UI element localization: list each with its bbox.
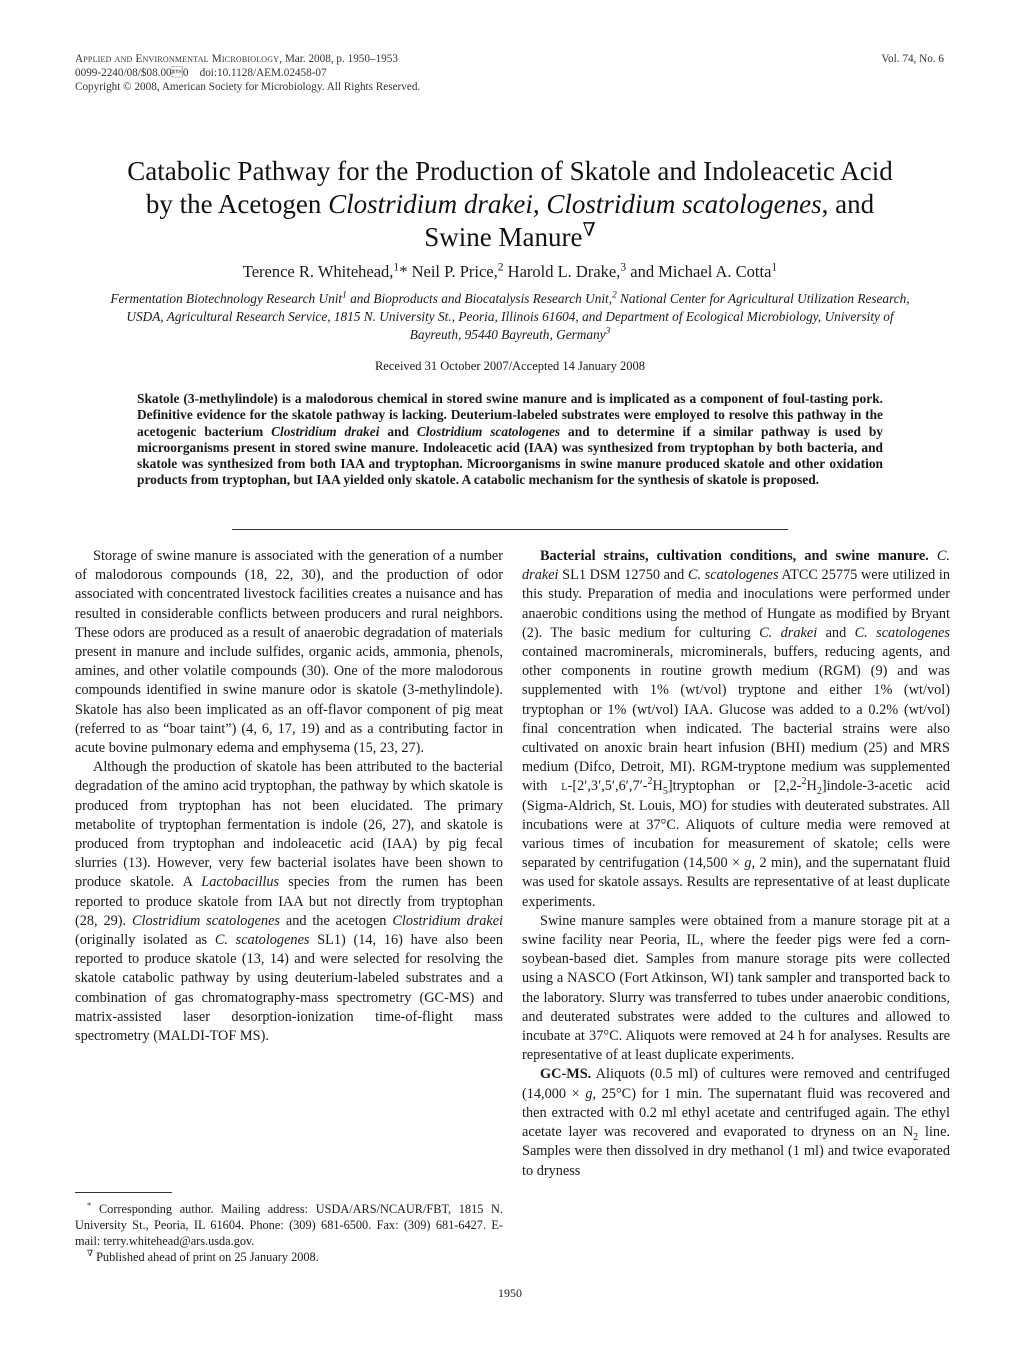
journal-name-part: E [132,53,143,65]
body-text: contained macrominerals, microminerals, buffers, reducing agents, and other components in routine growth medium (RGM) (9) and was supplemented with 1% (wt/vol) tryptone and either 1% (wt/vol) tryptophan or 1% (wt/vol) IAA. Glucose was added to a 0.2% (wt/vol) final concentration when indicated. The bacterial strains were also cultivated on anoxic brain heart infusion (BHI) medium (25) and MRS medium (Difco, Detroit, MI). RGM-tryptone medium was supplemented with [522,644,950,795]
affiliation-mark: 1 [393,261,400,274]
left-column [75,547,503,1046]
published-ahead-mark: ∇ [87,1247,94,1258]
body-text: species from the rumen has been reported to produce skatole from IAA but not directly from tryptophan (28, 29). [75,874,504,929]
title-text: , [532,189,547,219]
abstract-text: Skatole (3-methylindole) is a malodorous chemical in stored swine manure and is implicated as a component of foul-tasting pork. Definitive evidence for the skatole pathway is lacking. Deuterium-labeled substrates were employed to resolve this pathway in the acetogenic bacterium [137,391,883,439]
gravity-unit: g [585,1085,593,1102]
footnote-text: Published ahead of print on 25 January 2008. [93,1250,319,1264]
abstract-divider [232,529,788,530]
organism-name: C. drakei [522,548,950,584]
author-list [60,262,960,282]
author-name: Neil P. Price, [407,262,498,281]
article-title [60,155,960,254]
journal-name-part: nvironmental [142,53,209,65]
footnote-text: Corresponding author. Mailing address: USDA/ARS/NCAUR/FBT, 1815 N. University St., Peoria, IL 61604. Phone: (309) 681-6500. Fax: (309) 681-6427. E-mail: terry.whitehead@ars.usda.gov. [75,1202,503,1248]
organism-name: C. drakei [759,624,818,641]
stereo-prefix: l [561,778,568,795]
copyright-line: Copyright © 2008, American Society for Microbiology. All Rights Reserved. [75,81,421,93]
affiliation-mark: 2 [612,290,617,301]
affiliation-text: National Center for Agricultural Utilization Research, USDA, Agricultural Research Service, 1815 N. University St., Peoria, Illinois 61604, and Department of Ecological Microbiology, University of Bayreuth, 95440 Bayreuth, Germany [126,291,910,342]
body-text: , 2 min), and the supernatant fluid was used for skatole assays. Results are representative of at least duplicate experiments. [522,855,950,910]
body-text: H [652,778,663,795]
author-name: and Michael A. Cotta [626,262,772,281]
affiliation-mark: 3 [605,326,611,337]
body-text: and the acetogen [280,912,393,929]
abstract [137,391,883,489]
gravity-unit: g [744,855,752,872]
journal-pages: , Mar. 2008, p. 1950–1953 [279,53,398,65]
methods-paragraph-2: Swine manure samples were obtained from a manure storage pit at a swine facility near Peoria, IL, where the feeder pigs were fed a corn-soybean-based diet. Samples from manure storage pits were collected using a NASCO (Fort Atkinson, WI) tank sampler and transported back to the laboratory. Slurry was transferred to tubes under anaerobic conditions, and deuterated substrates were added to the cultures and allowed to incubate at 37°C. Aliquots were removed at 24 h for analyses. Results are representative of at least duplicate experiments. [522,912,950,1064]
author-name: Terence R. Whitehead, [242,262,394,281]
body-text: line. Samples were then dissolved in dry methanol (1 ml) and twice evaporated to dryness [522,1124,950,1179]
corresponding-mark: * [87,1199,92,1210]
affiliations [110,290,910,344]
organism-name: Clostridium scatologenes [131,912,280,929]
affiliation-mark: 1 [771,261,778,274]
running-header [75,52,675,94]
body-text: SL1 DSM 12750 and [558,567,688,584]
intro-paragraph-1: Storage of swine manure is associated with the generation of a number of malodorous compounds (18, 22, 30), and the production of odor associated with concentrated livestock facilities creates a nuisance and has resulted in considerable conflicts between producers and rural neighbors. These odors are produced as a result of anaerobic degradation of materials present in manure and include sulfides, organic acids, ammonia, phenols, amines, and other volatile compounds (30). One of the more malodorous compounds identified in swine manure odor is skatole (3-methylindole). Skatole has also been implicated as an off-flavor component of pig meat (referred to as “boar taint”) (4, 6, 17, 19) and as a contributing factor in acute bovine pulmonary edema and emphysema (15, 23, 27). [75,548,503,757]
journal-citation [75,52,675,66]
isotope-mark: 2 [647,776,653,788]
journal-name-part: icrobiology [221,53,280,65]
abstract-text: and to determine if a similar pathway is used by microorganisms present in stored swine manure. Indoleacetic acid (IAA) was synthesized from tryptophan by both bacteria, and skatole was synthesized from both IAA and tryptophan. Microorganisms in swine manure produced skatole and other oxidation products from tryptophan, but IAA yielded only skatole. A catabolic mechanism for the synthesis of skatole is proposed. [137,423,883,488]
title-line-3 [60,221,960,254]
body-text: ATCC 25775 were utilized in this study. Preparation of media and inoculations were performed under anaerobic conditions using the method of Hungate as modified by Bryant (2). The basic medium for culturing [522,567,950,641]
footnotes [75,1201,503,1265]
body-text: ]tryptophan or [2,2- [667,778,802,795]
published-ahead-note [75,1249,503,1265]
section-heading: GC-MS. [540,1066,592,1083]
body-text: (originally isolated as [75,932,215,949]
published-ahead-mark: ∇ [582,220,596,241]
abstract-text: and [379,423,417,439]
title-line-2 [60,188,960,221]
body-text: Aliquots (0.5 ml) of cultures were removed and centrifuged (14,000 × [522,1066,950,1102]
journal-name-part: pplied and [83,53,133,65]
organism-name: C. scatologenes [214,932,310,949]
organism-name: Clostridium drakei [271,423,380,439]
intro-paragraph-2 [75,758,503,1046]
affiliation-text: Fermentation Biotechnology Research Unit [110,291,343,306]
volume-issue: Vol. 74, No. 6 [881,53,944,65]
subscript: 2 [913,1131,919,1143]
affiliation-text: and Bioproducts and Biocatalysis Research Unit, [346,291,613,306]
received-dates: Received 31 October 2007/Accepted 14 January 2008 [374,359,646,373]
right-column [522,547,950,1181]
body-text: SL1) (14, 16) have also been reported to produce skatole (13, 14) and were selected for resolving the skatole catabolic pathway by using deuterium-labeled substrates and a combination of gas chromatography-mass spectrometry (GC-MS) and matrix-assisted laser desorption-ionization time-of-flight mass spectrometry (MALDI-TOF MS). [75,932,503,1045]
title-text: , and [821,189,875,219]
journal-name-part: A [75,53,84,65]
body-text: , 25°C) for 1 min. The supernatant fluid was recovered and then extracted with 0.2 ml ethyl acetate and centrifuged again. The ethyl acetate layer was recovered and evaporated to dryness on an N [522,1085,950,1141]
organism-name: C. scatologenes [687,567,779,584]
journal-name-part: M [208,53,222,65]
isotope-mark: 2 [801,776,807,788]
body-text: Although the production of skatole has been attributed to the bacterial degradation of the amino acid tryptophan, the pathway by which skatole is produced from tryptophan has not been elucidated. The primary metabolite of tryptophan fermentation is indole (26, 27), and skatole is produced from tryptophan and indoleacetic acid (IAA) by pig fecal slurries (13). However, very few bacterial isolates have been shown to produce skatole. A [75,759,503,891]
subscript: 5 [662,786,668,798]
body-text: and [817,624,855,641]
organism-name: Clostridium drakei [392,912,504,929]
methods-paragraph-3 [522,1065,950,1180]
subscript: 2 [816,786,822,798]
organism-name: Lactobacillus [201,874,280,891]
title-organism: Clostridium scatologenes [546,189,822,219]
section-heading: Bacterial strains, cultivation conditions, and swine manure. [540,548,929,564]
corresponding-mark: * [399,262,408,281]
body-text: -[2′,3′,5′,6′,7′- [567,778,648,795]
affiliation-mark: 1 [342,290,347,301]
organism-name: Clostridium scatologenes [416,423,561,439]
corresponding-author-note [75,1201,503,1249]
title-text: by the Acetogen [145,189,329,219]
author-name: Harold L. Drake, [503,262,621,281]
affiliation-mark: 2 [497,261,504,274]
body-text: ]indole-3-acetic acid (Sigma-Aldrich, St. Louis, MO) for studies with deuterated substrates. All incubations were at 37°C. Aliquots of culture media were removed at various times of incubation for measurement of skatole; cells were separated by centrifugation (14,500 × [522,778,950,872]
page-number: 1950 [498,1286,522,1300]
title-line-1: Catabolic Pathway for the Production of Skatole and Indoleacetic Acid [127,156,893,186]
body-text: H [806,778,817,795]
affiliation-mark: 3 [620,261,627,274]
organism-name: C. scatologenes [854,624,951,641]
footnote-divider [75,1192,172,1193]
title-text: Swine Manure [424,222,583,252]
issn-doi: 0099-2240/08/$08.000 doi:10.1128/AEM.02458-07 [75,67,327,79]
methods-paragraph-1 [522,547,950,912]
title-organism: Clostridium drakei [328,189,533,219]
